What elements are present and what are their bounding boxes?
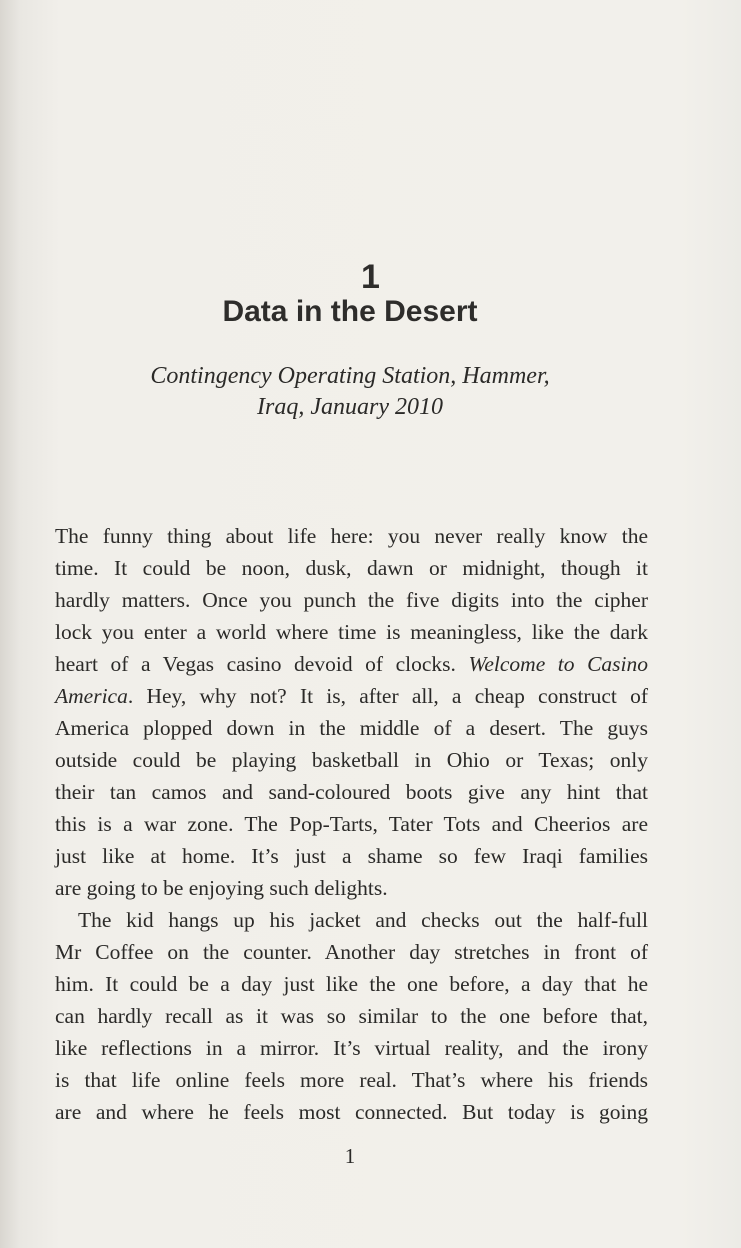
text-line bbox=[55, 1034, 648, 1062]
text-segment: are and where he feels most connected. But today is going bbox=[55, 1100, 648, 1124]
text-line bbox=[55, 618, 648, 646]
text-segment: this is a war zone. The Pop-Tarts, Tater Tots and Cheerios are bbox=[55, 812, 648, 836]
text-line bbox=[55, 522, 648, 550]
text-segment: America plopped down in the middle of a desert. The guys bbox=[55, 716, 648, 740]
chapter-title: Data in the Desert bbox=[222, 295, 478, 328]
text-segment: can hardly recall as it was so similar to the one before that, bbox=[55, 1004, 648, 1028]
text-line bbox=[55, 938, 648, 966]
text-segment: him. It could be a day just like the one before, a day that he bbox=[55, 972, 648, 996]
text-line bbox=[78, 906, 648, 934]
page-number: 1 bbox=[344, 1144, 356, 1168]
text-line bbox=[55, 554, 648, 582]
text-line bbox=[55, 842, 648, 870]
text-line bbox=[55, 970, 648, 998]
text-line bbox=[55, 682, 648, 710]
text-line bbox=[55, 714, 648, 742]
text-line bbox=[55, 1098, 648, 1126]
text-segment: are going to be enjoying such delights. bbox=[55, 876, 388, 900]
chapter-number: 1 bbox=[361, 258, 380, 296]
chapter-location-line-2: Iraq, January 2010 bbox=[257, 394, 443, 420]
text-segment: heart of a Vegas casino devoid of clocks. bbox=[55, 652, 469, 676]
text-line bbox=[55, 874, 648, 902]
text-segment: hardly matters. Once you punch the five digits into the cipher bbox=[55, 588, 648, 612]
text-line bbox=[55, 586, 648, 614]
text-segment: like reflections in a mirror. It’s virtual reality, and the irony bbox=[55, 1036, 648, 1060]
text-segment: The funny thing about life here: you never really know the bbox=[55, 524, 648, 548]
text-segment: their tan camos and sand-coloured boots give any hint that bbox=[55, 780, 648, 804]
italic-text: America bbox=[55, 684, 128, 708]
text-line bbox=[55, 746, 648, 774]
text-segment: The kid hangs up his jacket and checks out the half-full bbox=[78, 908, 648, 932]
chapter-location-line-1: Contingency Operating Station, Hammer, bbox=[150, 363, 550, 389]
text-segment: outside could be playing basketball in Ohio or Texas; only bbox=[55, 748, 648, 772]
text-line bbox=[55, 810, 648, 838]
text-segment: just like at home. It’s just a shame so few Iraqi families bbox=[55, 844, 648, 868]
text-line bbox=[55, 778, 648, 806]
text-segment: . Hey, why not? It is, after all, a cheap construct of bbox=[127, 684, 648, 708]
text-line bbox=[55, 1066, 648, 1094]
text-segment: time. It could be noon, dusk, dawn or midnight, though it bbox=[55, 556, 648, 580]
text-line bbox=[55, 1002, 648, 1030]
text-line bbox=[55, 650, 648, 678]
text-segment: lock you enter a world where time is meaningless, like the dark bbox=[55, 620, 648, 644]
text-segment: Mr Coffee on the counter. Another day stretches in front of bbox=[55, 940, 648, 964]
text-segment: is that life online feels more real. That’s where his friends bbox=[55, 1068, 648, 1092]
italic-text: Welcome to Casino bbox=[468, 652, 649, 676]
